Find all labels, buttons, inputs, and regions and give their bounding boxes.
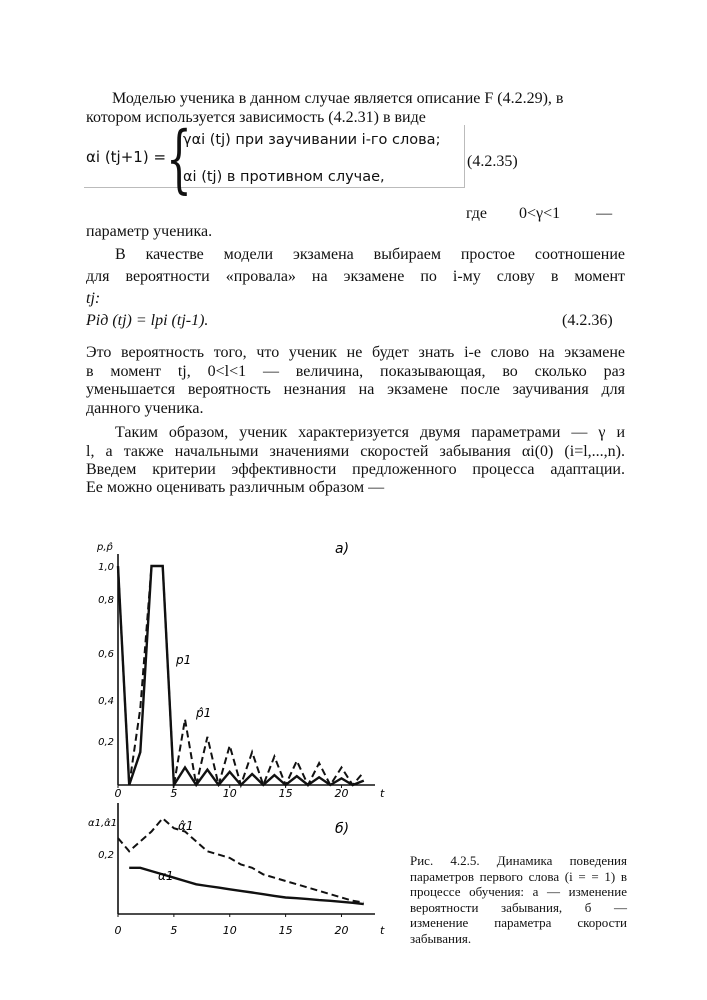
- para4-line1: Таким образом, ученик характеризуется двумя параметрами — γ и: [115, 424, 625, 441]
- x-tick-label: 0: [114, 787, 122, 800]
- series-label: p1: [176, 653, 192, 667]
- y-tick-label: 0,8: [98, 595, 114, 606]
- para4-line2: l, а также начальными значениями скоростей забывания αi(0) (i=l,...,n).: [86, 443, 625, 460]
- x-tick-label: 5: [170, 787, 178, 800]
- series-label: α̂1: [178, 819, 194, 833]
- y-tick-label: 0,2: [98, 737, 114, 748]
- equation-number-2: (4.2.36): [562, 312, 613, 329]
- x-tick-label: 10: [222, 787, 237, 800]
- x-tick-label: 10: [222, 924, 237, 937]
- para4-line4: Ее можно оценивать различным образом —: [86, 479, 385, 496]
- y-tick-label: 0,2: [98, 850, 114, 861]
- para3-line2: в момент tj, 0<l<1 — величина, показывающая, во сколько раз: [86, 363, 625, 380]
- para1-line2: котором используется зависимость (4.2.31) в виде: [86, 109, 426, 126]
- panel-label: а): [335, 541, 350, 557]
- x-tick-label: 0: [114, 924, 122, 937]
- x-tick-label: 20: [334, 787, 349, 800]
- y-tick-label: 1,0: [98, 562, 114, 573]
- x-tick-label: 20: [334, 924, 349, 937]
- figure-caption: Рис. 4.2.5. Динамика поведения параметров первого слова (i = = 1) в процессе обучения: а — изменение вероятности забывания, б — изменение параметра скорости забывания.: [410, 853, 627, 946]
- equation-lhs: αi (tj+1) =: [86, 148, 167, 166]
- panel-label: б): [335, 821, 350, 837]
- x-tick-label: 15: [278, 924, 293, 937]
- y-tick-label: 0,6: [98, 649, 114, 660]
- x-axis-label: t: [380, 787, 385, 800]
- where-line: где 0<γ<1 —: [466, 205, 613, 222]
- para3-line4: данного ученика.: [86, 400, 204, 417]
- series-line-actual: [129, 868, 364, 904]
- y-tick-label: 0,4: [98, 696, 114, 707]
- y-axis-label: p,p̂: [97, 542, 113, 553]
- x-tick-label: 15: [278, 787, 293, 800]
- equation-case-1: γαi (tj) при заучивании i-го слова;: [183, 132, 441, 148]
- para3-line1: Это вероятность того, что ученик не будет знать i-е слово на экзамене: [86, 344, 625, 361]
- equation-2: Piд (tj) = lpi (tj-1).: [86, 312, 209, 329]
- series-line-estimate: [118, 818, 364, 902]
- x-axis-label: t: [380, 924, 385, 937]
- para1-line1: Моделью ученика в данном случае является описание F (4.2.29), в: [112, 90, 564, 107]
- equation-brace: {: [166, 116, 192, 202]
- equation-case-2: αi (tj) в противном случае,: [183, 169, 385, 185]
- para2-line1: В качестве модели экзамена выбираем простое соотношение: [115, 246, 625, 263]
- series-label: p̂1: [196, 706, 212, 720]
- para2-line3: tj:: [86, 290, 101, 307]
- para3-line3: уменьшается вероятность незнания на экзамене после заучивания для: [86, 381, 625, 398]
- series-line-actual: [118, 566, 364, 785]
- x-tick-label: 5: [170, 924, 178, 937]
- para2-line2: для вероятности «провала» на экзамене по i-му слову в момент: [86, 268, 625, 285]
- param-line: параметр ученика.: [86, 223, 213, 240]
- y-axis-label: α1,α̂1: [88, 818, 118, 829]
- series-line-estimate: [118, 566, 364, 785]
- series-label: α1: [158, 869, 174, 883]
- para4-line3: Введем критерии эффективности предложенного процесса адаптации.: [86, 461, 625, 478]
- equation-number-1: (4.2.35): [467, 153, 518, 170]
